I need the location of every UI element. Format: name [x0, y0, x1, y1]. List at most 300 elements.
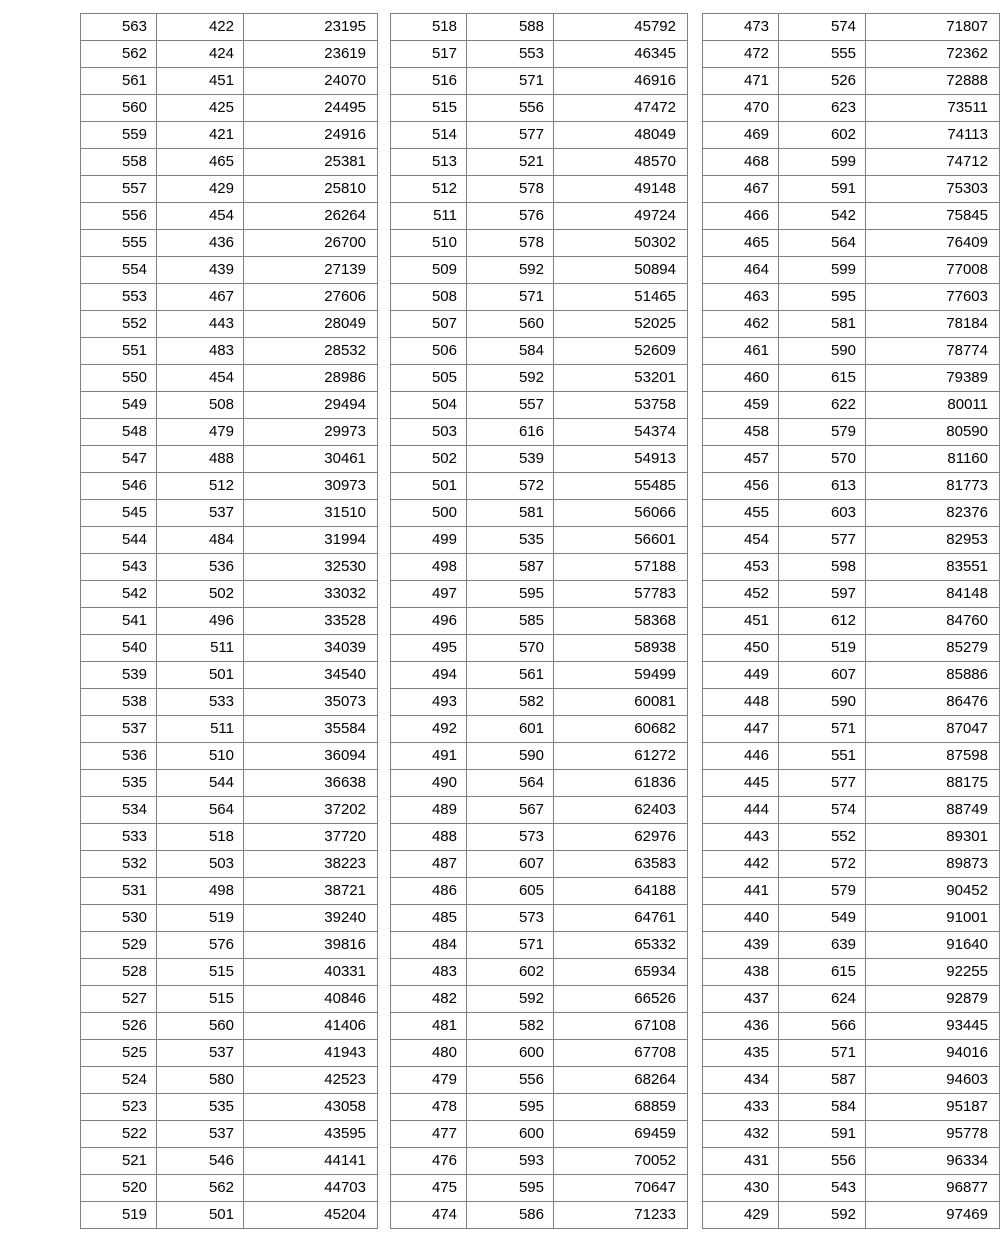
table-row — [81, 311, 378, 338]
table-row — [391, 176, 688, 203]
cell-count: 454 — [157, 203, 244, 230]
cell-score: 481 — [391, 1013, 467, 1040]
cell-cumulative: 75303 — [866, 176, 1000, 203]
cell-count: 612 — [779, 608, 866, 635]
table-row — [703, 824, 1000, 851]
cell-score: 550 — [81, 365, 157, 392]
table-row — [703, 878, 1000, 905]
cell-cumulative: 91001 — [866, 905, 1000, 932]
table-row — [703, 95, 1000, 122]
cell-count: 602 — [779, 122, 866, 149]
cell-count: 578 — [467, 176, 554, 203]
cell-score: 468 — [703, 149, 779, 176]
table-row — [703, 500, 1000, 527]
cell-cumulative: 43595 — [244, 1121, 378, 1148]
cell-score: 455 — [703, 500, 779, 527]
table-row — [391, 419, 688, 446]
cell-count: 622 — [779, 392, 866, 419]
cell-count: 585 — [467, 608, 554, 635]
table-row — [703, 176, 1000, 203]
cell-cumulative: 57783 — [554, 581, 688, 608]
table-row — [391, 1175, 688, 1202]
cell-count: 579 — [779, 878, 866, 905]
cell-score: 529 — [81, 932, 157, 959]
cell-count: 535 — [467, 527, 554, 554]
cell-count: 602 — [467, 959, 554, 986]
cell-count: 546 — [157, 1148, 244, 1175]
cell-cumulative: 68859 — [554, 1094, 688, 1121]
cell-cumulative: 77008 — [866, 257, 1000, 284]
table-row — [391, 203, 688, 230]
score-table-body-2 — [391, 14, 688, 1229]
cell-count: 584 — [467, 338, 554, 365]
cell-cumulative: 37202 — [244, 797, 378, 824]
cell-count: 592 — [779, 1202, 866, 1229]
cell-cumulative: 57188 — [554, 554, 688, 581]
cell-count: 590 — [779, 338, 866, 365]
cell-count: 536 — [157, 554, 244, 581]
table-row — [81, 554, 378, 581]
table-row — [703, 392, 1000, 419]
table-row — [703, 527, 1000, 554]
cell-score: 448 — [703, 689, 779, 716]
cell-score: 512 — [391, 176, 467, 203]
cell-cumulative: 72362 — [866, 41, 1000, 68]
cell-score: 497 — [391, 581, 467, 608]
cell-count: 422 — [157, 14, 244, 41]
cell-score: 463 — [703, 284, 779, 311]
table-row — [81, 1148, 378, 1175]
cell-count: 588 — [467, 14, 554, 41]
table-row — [81, 1121, 378, 1148]
cell-score: 432 — [703, 1121, 779, 1148]
cell-count: 484 — [157, 527, 244, 554]
cell-cumulative: 81773 — [866, 473, 1000, 500]
cell-cumulative: 66526 — [554, 986, 688, 1013]
cell-count: 572 — [467, 473, 554, 500]
cell-cumulative: 84760 — [866, 608, 1000, 635]
cell-count: 443 — [157, 311, 244, 338]
cell-count: 576 — [157, 932, 244, 959]
cell-score: 556 — [81, 203, 157, 230]
cell-cumulative: 51465 — [554, 284, 688, 311]
cell-count: 510 — [157, 743, 244, 770]
cell-score: 561 — [81, 68, 157, 95]
cell-count: 571 — [467, 68, 554, 95]
cell-cumulative: 60682 — [554, 716, 688, 743]
cell-count: 544 — [157, 770, 244, 797]
cell-cumulative: 41943 — [244, 1040, 378, 1067]
cell-score: 533 — [81, 824, 157, 851]
cell-count: 561 — [467, 662, 554, 689]
cell-count: 590 — [779, 689, 866, 716]
cell-count: 552 — [779, 824, 866, 851]
table-row — [81, 95, 378, 122]
table-row — [703, 581, 1000, 608]
cell-cumulative: 41406 — [244, 1013, 378, 1040]
cell-score: 454 — [703, 527, 779, 554]
cell-count: 551 — [779, 743, 866, 770]
table-row — [81, 41, 378, 68]
cell-cumulative: 92879 — [866, 986, 1000, 1013]
table-row — [391, 284, 688, 311]
cell-cumulative: 78774 — [866, 338, 1000, 365]
table-row — [391, 797, 688, 824]
cell-count: 533 — [157, 689, 244, 716]
table-row — [81, 473, 378, 500]
table-row — [703, 608, 1000, 635]
cell-cumulative: 55485 — [554, 473, 688, 500]
cell-score: 513 — [391, 149, 467, 176]
cell-count: 503 — [157, 851, 244, 878]
cell-count: 592 — [467, 365, 554, 392]
cell-count: 593 — [467, 1148, 554, 1175]
cell-score: 531 — [81, 878, 157, 905]
cell-count: 574 — [779, 14, 866, 41]
table-row — [391, 527, 688, 554]
cell-cumulative: 59499 — [554, 662, 688, 689]
cell-cumulative: 85886 — [866, 662, 1000, 689]
table-row — [703, 635, 1000, 662]
cell-cumulative: 65934 — [554, 959, 688, 986]
table-row — [703, 1040, 1000, 1067]
table-row — [81, 1175, 378, 1202]
table-row — [81, 68, 378, 95]
table-row — [81, 203, 378, 230]
cell-score: 558 — [81, 149, 157, 176]
cell-score: 535 — [81, 770, 157, 797]
cell-cumulative: 52025 — [554, 311, 688, 338]
cell-score: 435 — [703, 1040, 779, 1067]
cell-score: 492 — [391, 716, 467, 743]
cell-cumulative: 63583 — [554, 851, 688, 878]
cell-score: 453 — [703, 554, 779, 581]
table-row — [391, 959, 688, 986]
table-row — [81, 581, 378, 608]
table-row — [81, 770, 378, 797]
cell-cumulative: 25810 — [244, 176, 378, 203]
cell-count: 599 — [779, 257, 866, 284]
cell-score: 540 — [81, 635, 157, 662]
table-row — [391, 905, 688, 932]
cell-score: 542 — [81, 581, 157, 608]
table-row — [703, 716, 1000, 743]
cell-count: 501 — [157, 1202, 244, 1229]
cell-score: 500 — [391, 500, 467, 527]
cell-score: 538 — [81, 689, 157, 716]
cell-score: 514 — [391, 122, 467, 149]
table-row — [391, 554, 688, 581]
cell-score: 505 — [391, 365, 467, 392]
cell-cumulative: 58368 — [554, 608, 688, 635]
cell-cumulative: 47472 — [554, 95, 688, 122]
cell-cumulative: 89301 — [866, 824, 1000, 851]
cell-cumulative: 67108 — [554, 1013, 688, 1040]
cell-score: 494 — [391, 662, 467, 689]
cell-cumulative: 85279 — [866, 635, 1000, 662]
table-row — [703, 284, 1000, 311]
cell-cumulative: 33528 — [244, 608, 378, 635]
cell-score: 511 — [391, 203, 467, 230]
table-row — [703, 851, 1000, 878]
cell-cumulative: 83551 — [866, 554, 1000, 581]
table-row — [703, 959, 1000, 986]
cell-cumulative: 92255 — [866, 959, 1000, 986]
cell-score: 439 — [703, 932, 779, 959]
cell-count: 424 — [157, 41, 244, 68]
cell-cumulative: 87598 — [866, 743, 1000, 770]
cell-count: 582 — [467, 1013, 554, 1040]
table-row — [703, 1148, 1000, 1175]
cell-cumulative: 24070 — [244, 68, 378, 95]
table-row — [391, 122, 688, 149]
table-row — [81, 959, 378, 986]
table-row — [391, 689, 688, 716]
cell-cumulative: 25381 — [244, 149, 378, 176]
cell-cumulative: 30973 — [244, 473, 378, 500]
table-row — [391, 851, 688, 878]
cell-cumulative: 80011 — [866, 392, 1000, 419]
cell-score: 479 — [391, 1067, 467, 1094]
table-row — [81, 365, 378, 392]
cell-count: 572 — [779, 851, 866, 878]
cell-score: 470 — [703, 95, 779, 122]
cell-score: 473 — [703, 14, 779, 41]
cell-score: 483 — [391, 959, 467, 986]
cell-score: 536 — [81, 743, 157, 770]
cell-cumulative: 96877 — [866, 1175, 1000, 1202]
table-row — [703, 932, 1000, 959]
cell-count: 595 — [467, 1175, 554, 1202]
cell-cumulative: 40846 — [244, 986, 378, 1013]
cell-score: 429 — [703, 1202, 779, 1229]
table-row — [391, 878, 688, 905]
cell-score: 456 — [703, 473, 779, 500]
cell-score: 469 — [703, 122, 779, 149]
cell-count: 573 — [467, 824, 554, 851]
table-row — [391, 635, 688, 662]
table-row — [703, 230, 1000, 257]
cell-count: 526 — [779, 68, 866, 95]
cell-cumulative: 86476 — [866, 689, 1000, 716]
cell-cumulative: 74113 — [866, 122, 1000, 149]
table-row — [81, 338, 378, 365]
cell-score: 437 — [703, 986, 779, 1013]
table-row — [81, 527, 378, 554]
cell-cumulative: 45792 — [554, 14, 688, 41]
score-table-3 — [702, 13, 1000, 1229]
cell-score: 460 — [703, 365, 779, 392]
cell-count: 571 — [779, 1040, 866, 1067]
table-row — [81, 662, 378, 689]
cell-cumulative: 35073 — [244, 689, 378, 716]
cell-cumulative: 37720 — [244, 824, 378, 851]
table-row — [703, 1202, 1000, 1229]
cell-cumulative: 27139 — [244, 257, 378, 284]
cell-score: 502 — [391, 446, 467, 473]
cell-cumulative: 44141 — [244, 1148, 378, 1175]
cell-score: 491 — [391, 743, 467, 770]
cell-count: 553 — [467, 41, 554, 68]
cell-cumulative: 35584 — [244, 716, 378, 743]
cell-cumulative: 73511 — [866, 95, 1000, 122]
cell-count: 498 — [157, 878, 244, 905]
cell-count: 615 — [779, 959, 866, 986]
cell-cumulative: 46916 — [554, 68, 688, 95]
cell-count: 515 — [157, 986, 244, 1013]
cell-score: 444 — [703, 797, 779, 824]
cell-cumulative: 60081 — [554, 689, 688, 716]
cell-cumulative: 62403 — [554, 797, 688, 824]
table-row — [703, 365, 1000, 392]
table-row — [391, 770, 688, 797]
table-row — [391, 932, 688, 959]
table-row — [703, 554, 1000, 581]
score-table-2 — [390, 13, 688, 1229]
cell-cumulative: 95778 — [866, 1121, 1000, 1148]
cell-count: 574 — [779, 797, 866, 824]
table-row — [81, 419, 378, 446]
table-row — [81, 257, 378, 284]
table-row — [81, 689, 378, 716]
table-row — [81, 851, 378, 878]
cell-count: 555 — [779, 41, 866, 68]
cell-score: 551 — [81, 338, 157, 365]
table-row — [81, 797, 378, 824]
cell-count: 590 — [467, 743, 554, 770]
cell-score: 559 — [81, 122, 157, 149]
table-row — [703, 689, 1000, 716]
cell-score: 441 — [703, 878, 779, 905]
cell-count: 537 — [157, 1121, 244, 1148]
cell-score: 457 — [703, 446, 779, 473]
table-row — [391, 1121, 688, 1148]
cell-score: 430 — [703, 1175, 779, 1202]
cell-count: 465 — [157, 149, 244, 176]
cell-score: 524 — [81, 1067, 157, 1094]
cell-count: 515 — [157, 959, 244, 986]
table-row — [391, 392, 688, 419]
table-row — [81, 230, 378, 257]
table-row — [81, 716, 378, 743]
cell-score: 547 — [81, 446, 157, 473]
cell-count: 573 — [467, 905, 554, 932]
table-row — [81, 500, 378, 527]
cell-cumulative: 34039 — [244, 635, 378, 662]
cell-score: 467 — [703, 176, 779, 203]
table-row — [81, 878, 378, 905]
cell-count: 519 — [779, 635, 866, 662]
cell-count: 582 — [467, 689, 554, 716]
cell-cumulative: 48049 — [554, 122, 688, 149]
cell-count: 570 — [779, 446, 866, 473]
cell-count: 560 — [157, 1013, 244, 1040]
cell-count: 580 — [157, 1067, 244, 1094]
cell-count: 600 — [467, 1121, 554, 1148]
cell-count: 623 — [779, 95, 866, 122]
cell-cumulative: 78184 — [866, 311, 1000, 338]
cell-cumulative: 93445 — [866, 1013, 1000, 1040]
table-row — [391, 149, 688, 176]
cell-cumulative: 70052 — [554, 1148, 688, 1175]
cell-cumulative: 46345 — [554, 41, 688, 68]
table-row — [81, 446, 378, 473]
cell-count: 451 — [157, 68, 244, 95]
cell-score: 472 — [703, 41, 779, 68]
cell-count: 570 — [467, 635, 554, 662]
cell-score: 520 — [81, 1175, 157, 1202]
cell-cumulative: 77603 — [866, 284, 1000, 311]
cell-cumulative: 29494 — [244, 392, 378, 419]
table-row — [81, 122, 378, 149]
cell-count: 598 — [779, 554, 866, 581]
cell-score: 553 — [81, 284, 157, 311]
table-row — [81, 14, 378, 41]
table-row — [703, 203, 1000, 230]
cell-count: 581 — [779, 311, 866, 338]
cell-count: 518 — [157, 824, 244, 851]
cell-score: 504 — [391, 392, 467, 419]
table-row — [81, 824, 378, 851]
cell-count: 421 — [157, 122, 244, 149]
cell-cumulative: 56066 — [554, 500, 688, 527]
cell-score: 452 — [703, 581, 779, 608]
cell-cumulative: 27606 — [244, 284, 378, 311]
table-row — [81, 1067, 378, 1094]
cell-score: 519 — [81, 1202, 157, 1229]
table-row — [391, 986, 688, 1013]
cell-count: 607 — [467, 851, 554, 878]
cell-score: 436 — [703, 1013, 779, 1040]
cell-count: 605 — [467, 878, 554, 905]
cell-score: 562 — [81, 41, 157, 68]
cell-count: 521 — [467, 149, 554, 176]
cell-score: 461 — [703, 338, 779, 365]
cell-count: 562 — [157, 1175, 244, 1202]
cell-count: 535 — [157, 1094, 244, 1121]
table-row — [703, 149, 1000, 176]
cell-cumulative: 26700 — [244, 230, 378, 257]
table-row — [81, 176, 378, 203]
cell-cumulative: 28986 — [244, 365, 378, 392]
table-row — [391, 500, 688, 527]
cell-count: 587 — [779, 1067, 866, 1094]
cell-count: 616 — [467, 419, 554, 446]
cell-cumulative: 31994 — [244, 527, 378, 554]
cell-cumulative: 45204 — [244, 1202, 378, 1229]
cell-score: 554 — [81, 257, 157, 284]
cell-score: 485 — [391, 905, 467, 932]
cell-score: 507 — [391, 311, 467, 338]
cell-count: 615 — [779, 365, 866, 392]
cell-count: 624 — [779, 986, 866, 1013]
cell-score: 527 — [81, 986, 157, 1013]
cell-cumulative: 69459 — [554, 1121, 688, 1148]
table-row — [81, 986, 378, 1013]
cell-cumulative: 71233 — [554, 1202, 688, 1229]
table-row — [391, 257, 688, 284]
cell-count: 467 — [157, 284, 244, 311]
table-row — [81, 149, 378, 176]
cell-count: 511 — [157, 635, 244, 662]
table-row — [703, 1013, 1000, 1040]
cell-cumulative: 74712 — [866, 149, 1000, 176]
cell-score: 438 — [703, 959, 779, 986]
cell-cumulative: 96334 — [866, 1148, 1000, 1175]
cell-cumulative: 64188 — [554, 878, 688, 905]
cell-cumulative: 82953 — [866, 527, 1000, 554]
table-row — [81, 743, 378, 770]
